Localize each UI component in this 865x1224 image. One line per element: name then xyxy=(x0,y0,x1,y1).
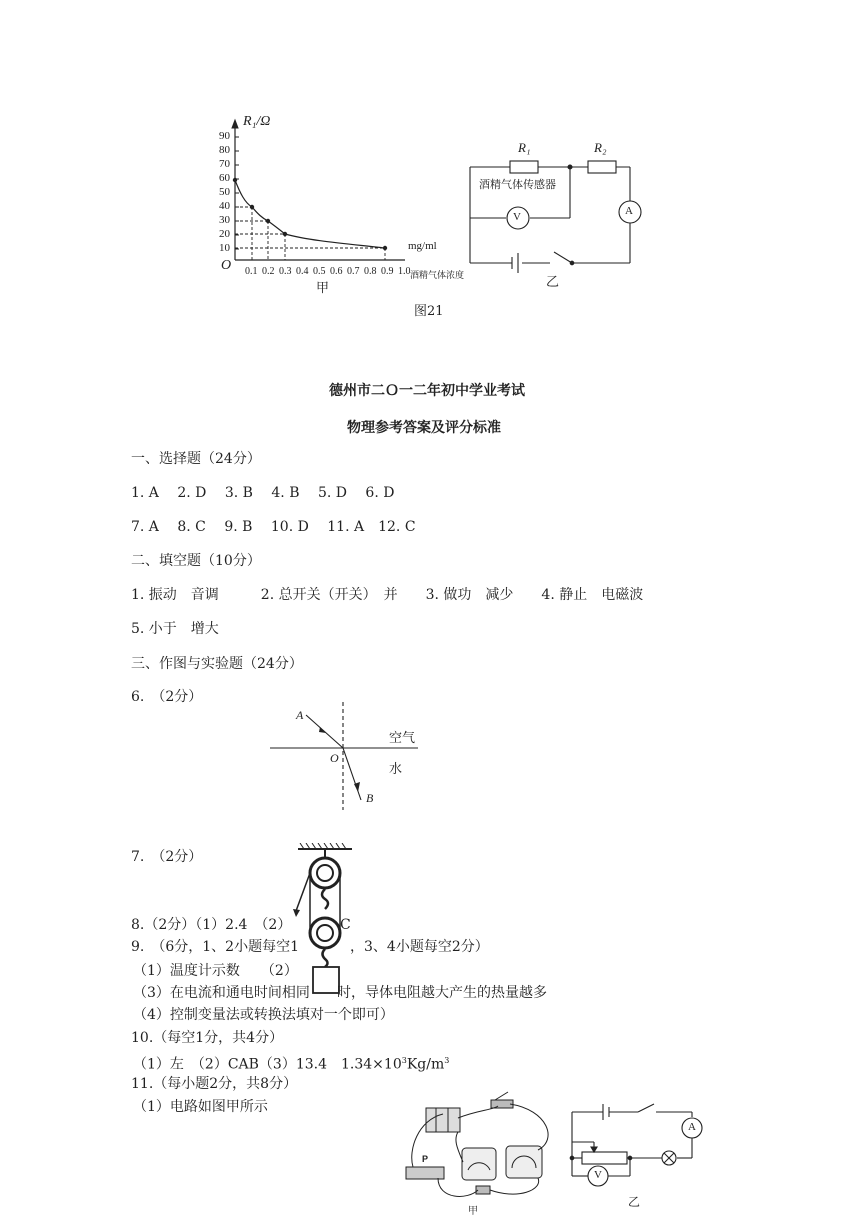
schematic-voltmeter-label: V xyxy=(594,1169,602,1181)
x-tick-0.6: 0.6 xyxy=(330,266,343,277)
battery-icon xyxy=(426,1108,460,1132)
q9-3a: （3）在电流和通电时间相同 xyxy=(133,985,310,1001)
q10-1 xyxy=(133,1052,449,1074)
q10-label: 10.（每空1分，共4分） xyxy=(131,1030,284,1046)
section2-row1: 1. 振动 音调 2. 总开关（开关） 并 3. 做功 减少 4. 静止 电磁波 xyxy=(131,587,644,603)
y-tick-20: 20 xyxy=(219,228,230,240)
meter-left-icon xyxy=(462,1148,496,1180)
graph-x-unit: mg/ml xyxy=(408,240,437,252)
x-tick-0.5: 0.5 xyxy=(313,266,326,277)
q10-1-unit-exp: 3 xyxy=(444,1056,450,1065)
x-tick-0.1: 0.1 xyxy=(245,266,258,277)
section1-row1: 1. A 2. D 3. B 4. B 5. D 6. D xyxy=(131,485,395,501)
q9-4: （4）控制变量法或转换法填对一个即可） xyxy=(133,1007,394,1023)
circuit-r1-label: R₁ xyxy=(518,140,531,155)
refracted-ray xyxy=(343,748,361,800)
section1-heading: 一、选择题（24分） xyxy=(131,451,261,467)
page-subtitle: 物理参考答案及评分标准 xyxy=(347,420,501,436)
q11-1: （1）电路如图甲所示 xyxy=(133,1099,268,1115)
q10-1-exp: 3 xyxy=(401,1056,407,1065)
x-tick-0.8: 0.8 xyxy=(364,266,377,277)
apparatus-jia-label: 甲 xyxy=(468,1206,478,1217)
x-tick-0.9: 0.9 xyxy=(381,266,394,277)
x-tick-0.7: 0.7 xyxy=(347,266,360,277)
q9-tail: ，3、4小题每空2分） xyxy=(350,939,489,955)
ray-label-O: O xyxy=(330,751,339,765)
circuit-r2-label: R₂ xyxy=(594,140,607,155)
q10-1-text: （1）左 （2）CAB（3）13.4 1.34×10 xyxy=(133,1056,402,1073)
x-tick-0.2: 0.2 xyxy=(262,266,275,277)
q11-label: 11.（每小题2分，共8分） xyxy=(131,1076,298,1092)
section2-heading: 二、填空题（10分） xyxy=(131,553,261,569)
page-title: 德州市二Ｏ一二年初中学业考试 xyxy=(329,383,525,399)
medium-water-label: 水 xyxy=(389,762,403,777)
q9-label: 9. （6分，1、2小题每空1 xyxy=(131,939,299,955)
q7-label: 7. （2分） xyxy=(131,849,203,865)
y-tick-60: 60 xyxy=(219,172,230,184)
q9-3b: 时，导体电阻越大产生的热量越多 xyxy=(337,985,547,1001)
ray-label-B: B xyxy=(366,791,374,805)
graph-origin: O xyxy=(221,258,232,273)
y-tick-30: 30 xyxy=(219,214,230,226)
bulb-icon xyxy=(476,1186,490,1194)
circuit-sublabel: 乙 xyxy=(546,275,560,290)
q11-svg xyxy=(398,1090,708,1216)
r2-resistor xyxy=(588,161,616,173)
movable-pulley xyxy=(310,918,340,948)
y-tick-40: 40 xyxy=(219,200,230,212)
graph-sublabel: 甲 xyxy=(316,281,330,296)
meter-right-icon xyxy=(506,1146,542,1178)
graph-xlabel: 酒精气体浓度 xyxy=(410,271,465,281)
x-tick-0.3: 0.3 xyxy=(279,266,292,277)
schematic-yi xyxy=(570,1104,702,1186)
concentration-resistance-graph xyxy=(232,120,405,260)
x-tick-1.0: 1.0 xyxy=(398,266,411,277)
r1-resistor xyxy=(510,161,538,173)
q8-label: 8.（2分）（1）2.4 （2） xyxy=(131,917,292,933)
y-tick-10: 10 xyxy=(219,242,230,254)
switch-icon xyxy=(491,1100,513,1108)
q6-label: 6. （2分） xyxy=(131,689,203,705)
schematic-yi-label: 乙 xyxy=(628,1195,641,1209)
x-tick-0.4: 0.4 xyxy=(296,266,309,277)
y-tick-80: 80 xyxy=(219,144,230,156)
q9-1: （1）温度计示数 （2） xyxy=(133,963,298,979)
y-tick-50: 50 xyxy=(219,186,230,198)
figure-caption: 图21 xyxy=(414,304,444,319)
apparatus-jia xyxy=(406,1092,548,1196)
rheostat-resistor xyxy=(582,1152,627,1164)
section1-row2: 7. A 8. C 9. B 10. D 11. A 12. C xyxy=(131,519,416,535)
q8-tail: C xyxy=(340,917,351,933)
y-tick-90: 90 xyxy=(219,130,230,142)
circuit-voltmeter-label: V xyxy=(513,211,521,223)
medium-air-label: 空气 xyxy=(389,731,416,746)
section3-heading: 三、作图与实验题（24分） xyxy=(131,656,303,672)
y-axis-arrow xyxy=(232,120,238,128)
circuit-ammeter-label: A xyxy=(625,205,633,217)
incident-arrow xyxy=(319,727,326,733)
ray-label-A: A xyxy=(296,708,304,722)
graph-ylabel: R₁/Ω xyxy=(243,114,271,129)
y-tick-70: 70 xyxy=(219,158,230,170)
resistance-curve xyxy=(235,180,385,248)
pull-arrow xyxy=(293,909,300,917)
circuit-sensor-label: 酒精气体传感器 xyxy=(479,178,556,191)
refraction-svg xyxy=(268,700,428,820)
fixed-pulley xyxy=(310,858,340,888)
refraction-figure xyxy=(268,700,428,820)
schematic-ammeter-label: A xyxy=(688,1121,696,1133)
apparatus-p-label: P xyxy=(422,1154,429,1164)
q11-figures xyxy=(398,1090,708,1216)
weight-block xyxy=(313,967,339,993)
rheostat-icon xyxy=(406,1167,444,1179)
q10-1-unit: Kg/m xyxy=(406,1056,445,1073)
section2-row2: 5. 小于 增大 xyxy=(131,621,219,637)
